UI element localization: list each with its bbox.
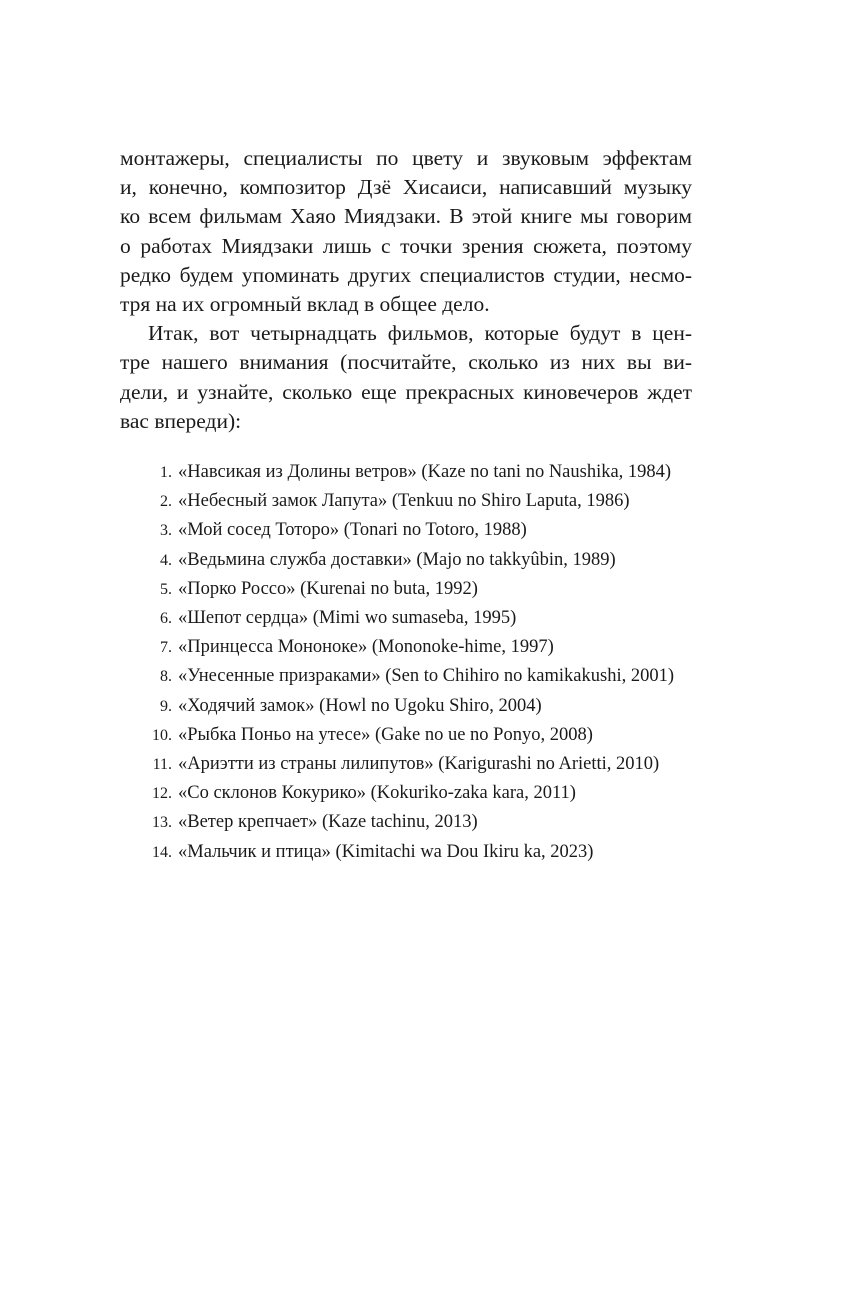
film-title: «Ариэтти из страны лилипутов» (Karigurashi no Arietti, 2010) (178, 754, 660, 775)
list-item (120, 546, 692, 575)
list-item (120, 779, 692, 808)
list-item (120, 808, 692, 837)
list-item (120, 604, 692, 633)
list-item (120, 750, 692, 779)
list-number: 3. (160, 522, 172, 540)
text-line: монтажеры, специалисты по цвету и звуковым эффектам (120, 146, 692, 170)
paragraph-intro-list (120, 319, 692, 436)
film-title: «Со склонов Кокурико» (Kokuriko-zaka kara, 2011) (178, 783, 576, 804)
text-line: вас впереди): (120, 408, 242, 433)
film-title: «Рыбка Поньо на утесе» (Gake no ue no Ponyo, 2008) (178, 724, 593, 745)
list-item (120, 662, 692, 691)
list-number: 13. (152, 814, 172, 832)
film-title: «Небесный замок Лапута» (Tenkuu no Shiro Laputa, 1986) (178, 491, 630, 512)
text-line: редко будем упоминать других специалистов студии, несмо- (120, 262, 692, 287)
list-number: 9. (160, 697, 172, 715)
text-line: Итак, вот четырнадцать фильмов, которые будут в цен- (148, 321, 692, 346)
list-item (120, 838, 692, 867)
paragraph-crew (120, 144, 692, 319)
list-item (120, 721, 692, 750)
film-title: «Ходячий замок» (Howl no Ugoku Shiro, 2004) (178, 695, 542, 716)
list-number: 4. (160, 551, 172, 569)
film-title: «Мой сосед Тоторо» (Tonari no Totoro, 1988) (178, 520, 527, 541)
list-number: 12. (152, 785, 172, 803)
list-item (120, 487, 692, 516)
list-number: 8. (160, 668, 172, 686)
list-number: 10. (152, 726, 172, 744)
film-title: «Шепот сердца» (Mimi wo sumaseba, 1995) (178, 608, 517, 629)
text-line: тре нашего внимания (посчитайте, сколько из них вы ви- (120, 350, 692, 375)
film-title: «Порко Россо» (Kurenai no buta, 1992) (178, 578, 478, 599)
film-title: «Навсикая из Долины ветров» (Kaze no tani no Naushika, 1984) (178, 462, 672, 483)
list-number: 7. (160, 639, 172, 657)
list-number: 6. (160, 610, 172, 628)
list-item (120, 575, 692, 604)
text-line: тря на их огромный вклад в общее дело. (120, 292, 490, 317)
text-line: о работах Миядзаки лишь с точки зрения сюжета, поэтому (120, 233, 692, 258)
film-list (120, 458, 692, 867)
list-item (120, 633, 692, 662)
film-title: «Унесенные призраками» (Sen to Chihiro no kamikakushi, 2001) (178, 666, 675, 687)
text-line: дели, и узнайте, сколько еще прекрасных киновечеров ждет (120, 379, 692, 404)
list-item (120, 692, 692, 721)
text-line: и, конечно, композитор Дзё Хисаиси, написавший музыку (120, 175, 692, 200)
list-number: 5. (160, 580, 172, 598)
page-body (120, 144, 692, 867)
list-number: 11. (152, 756, 172, 774)
text-line: ко всем фильмам Хаяо Миядзаки. В этой книге мы говорим (120, 204, 692, 229)
list-number: 14. (152, 843, 172, 861)
list-number: 2. (160, 493, 172, 511)
film-title: «Ведьмина служба доставки» (Majo no takkyûbin, 1989) (178, 549, 616, 570)
film-title: «Принцесса Мононоке» (Mononoke-hime, 1997) (178, 637, 554, 658)
list-item (120, 458, 692, 487)
list-number: 1. (160, 464, 172, 482)
list-item (120, 516, 692, 545)
film-title: «Ветер крепчает» (Kaze tachinu, 2013) (178, 812, 478, 833)
film-title: «Мальчик и птица» (Kimitachi wa Dou Ikiru ka, 2023) (178, 841, 594, 862)
